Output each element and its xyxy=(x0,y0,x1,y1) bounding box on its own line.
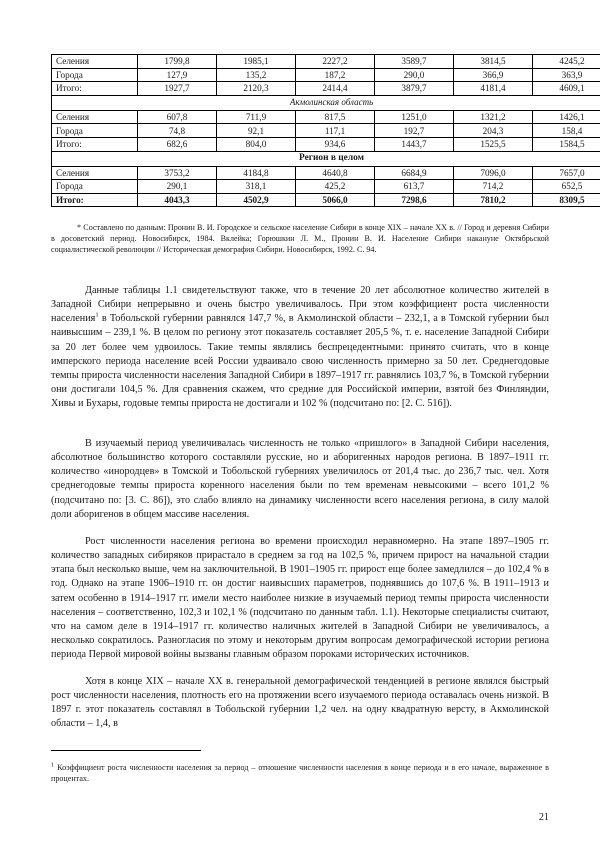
table-cell: 934,6 xyxy=(296,137,375,151)
table-cell: 4609,1 xyxy=(533,82,600,96)
data-table xyxy=(51,54,600,207)
table-cell: 4502,9 xyxy=(217,193,296,207)
row-label: Селения xyxy=(52,166,138,180)
table-cell: 3879,7 xyxy=(375,82,454,96)
table-row xyxy=(52,124,600,138)
table-source-note: * Составлено по данным: Пронин В. И. Городское и сельское население Сибири в конце XIX – начале XX в. // Город и деревня Сибири в досоветский период. Новосибирск, 1984. Вклейка; Горюшкин Л. М., Пронин В. И. Население Сибири накануне Октябрьской социалистической революции // Историческая демография Сибири. Новосибирск, 1992. С. 94. xyxy=(51,223,549,254)
table-cell: 5066,0 xyxy=(296,193,375,207)
table-cell: 711,9 xyxy=(217,110,296,124)
paragraph-text: Хотя в конце XIX – начале XX в. генеральной демографической тенденцией в регионе являлся быстрый рост численности населения, плотность его на протяжении всего изучаемого периода оставалась очень низкой. В 1897 г. этот показатель составлял в Тобольской губернии 1,2 чел. на одну квадратную версту, в Акмолинской области – 1,4, в xyxy=(51,676,549,730)
population-statistics-table xyxy=(51,54,585,207)
table-row xyxy=(52,82,600,96)
table-cell: 318,1 xyxy=(217,180,296,194)
table-row xyxy=(52,55,600,69)
table-row xyxy=(52,137,600,151)
row-label: Итого: xyxy=(52,82,138,96)
table-body xyxy=(52,55,600,207)
table-cell: 3814,5 xyxy=(454,55,533,69)
table-cell: 158,4 xyxy=(533,124,600,138)
table-row xyxy=(52,166,600,180)
paragraph-text-part2: в Тобольской губернии равнялся 147,7 %, в Акмолинской области – 232,1, а в Томской губернии был наивысшим – 239,1 %. В целом по региону этот показатель составляет 205,5 %, т. е. население Западной Сибири за 20 лет более чем удвоилось. Такие темпы являлись беспрецедентными: принято считать, что в конце имперского периода население всей России удваивало свою численность примерно за 50 лет. Среднегодовые темпы прироста численности населения Западной Сибири в 1897–1917 гг. равнялись 103,7 %, в Томской губернии они достигали 104,5 %. Для сравнения скажем, что средние для Российской империи, взятой без Финляндии, Хивы и Бухары, годовые темпы прироста не достигали и 102 % (подсчитано по: [2. С. 516]). xyxy=(51,313,549,409)
table-row-total xyxy=(52,193,600,207)
row-label: Города xyxy=(52,180,138,194)
table-cell: 4043,3 xyxy=(138,193,217,207)
table-cell: 117,1 xyxy=(296,124,375,138)
table-cell: 92,1 xyxy=(217,124,296,138)
table-cell: 4640,8 xyxy=(296,166,375,180)
table-cell: 1927,7 xyxy=(138,82,217,96)
table-cell: 366,9 xyxy=(454,68,533,82)
table-cell: 1985,1 xyxy=(217,55,296,69)
table-cell: 290,0 xyxy=(375,68,454,82)
table-cell: 187,2 xyxy=(296,68,375,82)
footnote-text: Коэффициент роста численности населения за период – отношение численности населения в конце периода и в его начале, выраженное в процентах. xyxy=(51,763,549,784)
page-number: 21 xyxy=(538,812,549,823)
table-row xyxy=(52,68,600,82)
row-label: Итого: xyxy=(52,137,138,151)
table-section-heading: Акмолинская область xyxy=(52,95,600,110)
table-section-heading-row xyxy=(52,151,600,166)
table-cell: 1251,0 xyxy=(375,110,454,124)
table-cell: 817,5 xyxy=(296,110,375,124)
table-cell: 607,8 xyxy=(138,110,217,124)
table-cell: 652,5 xyxy=(533,180,600,194)
paragraph-text-part1: Данные таблицы 1.1 свидетельствуют также, что в течение 20 лет абсолютное количество жителей в Западной Сибири непрерывно и очень быстро увеличивалось. При этом коэффициент роста численности населения xyxy=(51,285,549,325)
table-cell: 363,9 xyxy=(533,68,600,82)
row-label: Селения xyxy=(52,55,138,69)
table-cell: 2414,4 xyxy=(296,82,375,96)
paragraph-indigenous-population xyxy=(51,437,549,522)
table-cell: 1426,1 xyxy=(533,110,600,124)
table-cell: 1799,8 xyxy=(138,55,217,69)
row-label: Селения xyxy=(52,110,138,124)
table-cell: 7298,6 xyxy=(375,193,454,207)
page-footnote xyxy=(51,762,549,785)
paragraph-population-density xyxy=(51,675,549,732)
table-cell: 804,0 xyxy=(217,137,296,151)
table-cell: 290,1 xyxy=(138,180,217,194)
table-cell: 7096,0 xyxy=(454,166,533,180)
table-cell: 3589,7 xyxy=(375,55,454,69)
table-cell: 135,2 xyxy=(217,68,296,82)
table-cell: 2120,3 xyxy=(217,82,296,96)
table-cell: 1525,5 xyxy=(454,137,533,151)
row-label: Города xyxy=(52,68,138,82)
table-cell: 682,6 xyxy=(138,137,217,151)
table-cell: 127,9 xyxy=(138,68,217,82)
table-cell: 1443,7 xyxy=(375,137,454,151)
table-cell: 4245,2 xyxy=(533,55,600,69)
table-cell: 4184,8 xyxy=(217,166,296,180)
table-section-heading: Регион в целом xyxy=(52,151,600,166)
paragraph-growth-coefficient xyxy=(51,284,549,411)
table-cell: 7657,0 xyxy=(533,166,600,180)
row-label: Итого: xyxy=(52,193,138,207)
table-cell: 425,2 xyxy=(296,180,375,194)
footnote-separator-rule xyxy=(51,750,201,751)
table-cell: 1321,2 xyxy=(454,110,533,124)
paragraph-uneven-growth xyxy=(51,535,549,662)
table-cell: 4181,4 xyxy=(454,82,533,96)
table-cell: 7810,2 xyxy=(454,193,533,207)
table-row xyxy=(52,110,600,124)
paragraph-text: Рост численности населения региона во времени происходил неравномерно. На этапе 1897–1905 гг. количество западных сибиряков прирастало в среднем за год на 102,5 %, причем прирост на начальной стадии этапа был несколько выше, чем на заключительной. В 1901–1905 гг. прирост еще более замедлился – до 102,4 % в год. Однако на этапе 1906–1910 гг. он достиг наивысших параметров, поднявшись до 107,6 %. В 1911–1913 и затем особенно в 1914–1917 гг. имели место наиболее низкие в изучаемый период темпы прироста численности населения – соответственно, 102,3 и 102,1 % (подсчитано по данным табл. 1.1). Некоторые специалисты считают, что на самом деле в 1914–1917 гг. количество наличных жителей в Западной Сибири не увеличивалось, а несколько сократилось. Разногласия по этому и некоторым другим вопросам демографической истории региона периода Первой мировой войны вызваны главным образом пороками исторических источников. xyxy=(51,536,549,660)
table-cell: 74,8 xyxy=(138,124,217,138)
row-label: Города xyxy=(52,124,138,138)
table-cell: 204,3 xyxy=(454,124,533,138)
table-cell: 6684,9 xyxy=(375,166,454,180)
table-cell: 714,2 xyxy=(454,180,533,194)
table-cell: 192,7 xyxy=(375,124,454,138)
footnote-reference-marker[interactable]: 1 xyxy=(95,311,99,319)
table-cell: 2227,2 xyxy=(296,55,375,69)
table-row xyxy=(52,180,600,194)
table-cell: 1584,5 xyxy=(533,137,600,151)
paragraph-text: В изучаемый период увеличивалась численность не только «пришлого» в Западной Сибири населения, абсолютное большинство которого составляли русские, но и аборигенных народов региона. В 1897–1911 гг. количество «инородцев» в Томской и Тобольской губерниях увеличилось от 201,4 тыс. до 236,7 тыс. чел. Хотя среднегодовые темпы прироста коренного населения были по тем временам невысокими – всего 101,2 % (подсчитано по: [3. С. 86]), это слабо влияло на динамику численности всего населения региона, в силу малой доли аборигенов в общем массиве населения. xyxy=(51,438,549,520)
table-cell: 3753,2 xyxy=(138,166,217,180)
footnote-marker: 1 xyxy=(51,761,55,769)
table-cell: 8309,5 xyxy=(533,193,600,207)
table-cell: 613,7 xyxy=(375,180,454,194)
table-section-heading-row xyxy=(52,95,600,110)
